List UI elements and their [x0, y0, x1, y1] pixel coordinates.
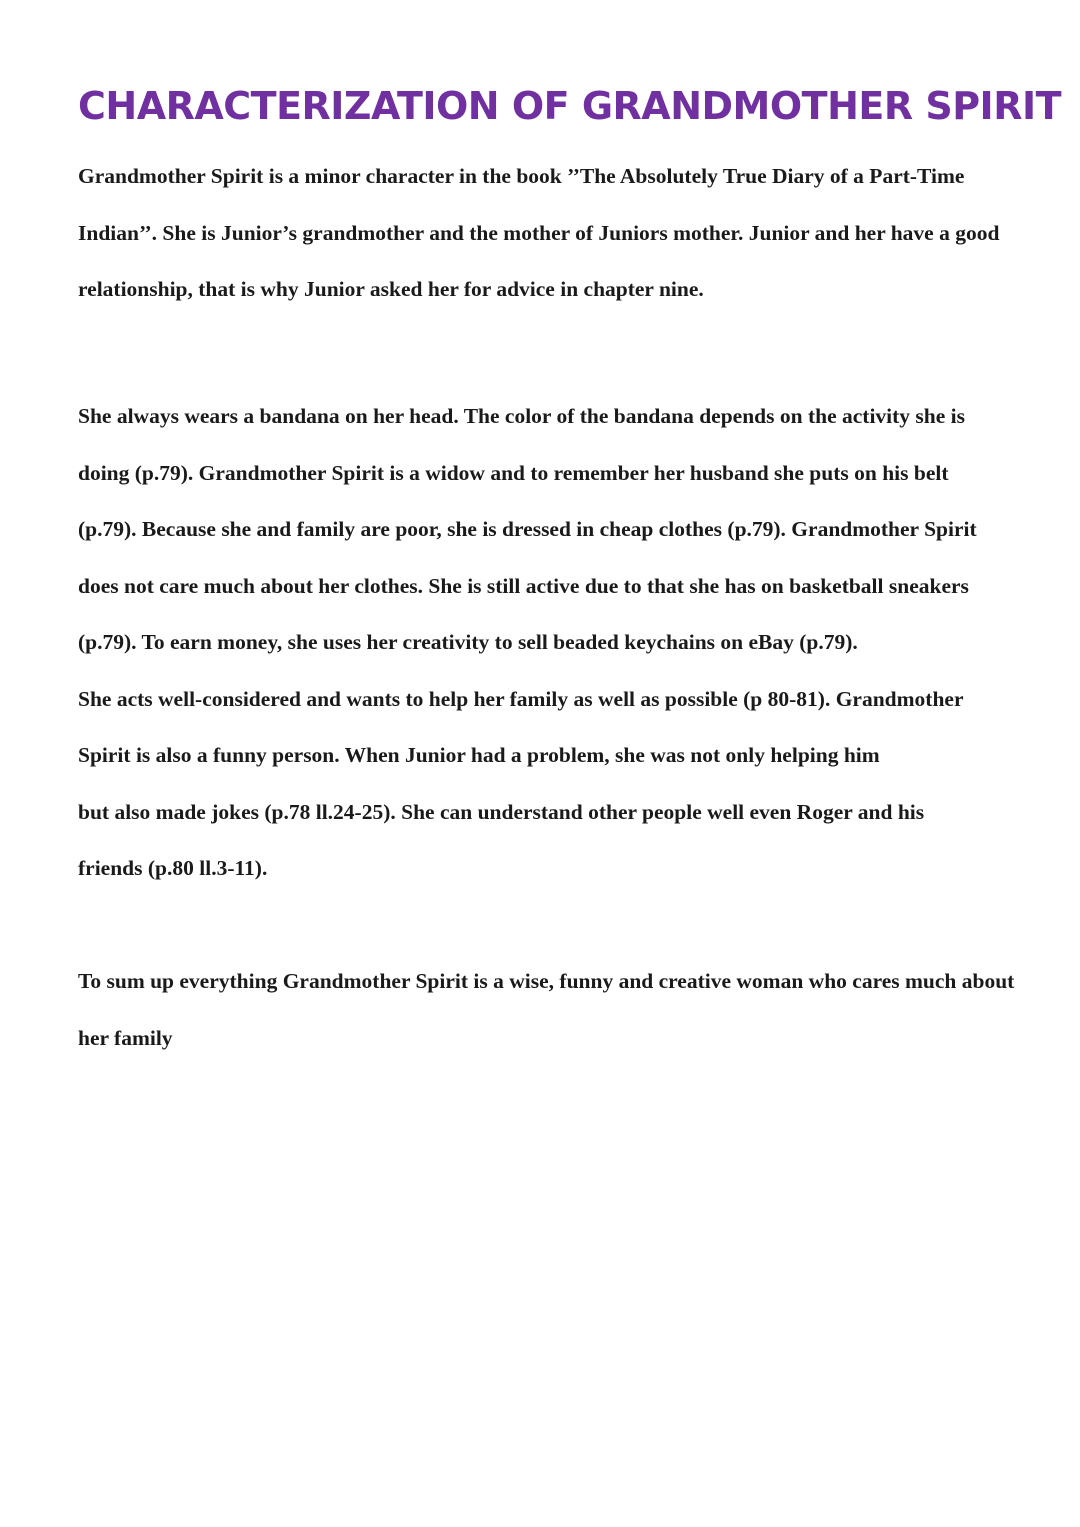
text-line: (p.79). To earn money, she uses her creativity to sell beaded keychains on eBay (p.79). [78, 630, 858, 654]
text-line: She acts well-considered and wants to help her family as well as possible (p 80-81). Grandmother [78, 686, 964, 711]
text-line: but also made jokes (p.78 ll.24-25). She can understand other people well even Roger and his [78, 799, 925, 824]
text-line: doing (p.79). Grandmother Spirit is a widow and to remember her husband she puts on his belt [78, 460, 949, 485]
text-line: Indian’’. She is Junior’s grandmother and the mother of Juniors mother. Junior and her have a good [78, 220, 1000, 245]
paragraph-introduction [78, 148, 1068, 318]
text-line: Grandmother Spirit is a minor character in the book ’’The Absolutely True Diary of a Part-Time [78, 164, 965, 188]
text-line: Spirit is also a funny person. When Junior had a problem, she was not only helping him [78, 743, 880, 767]
paragraph-conclusion [78, 953, 1068, 1066]
text-line: She always wears a bandana on her head. The color of the bandana depends on the activity she is [78, 404, 966, 428]
text-line: does not care much about her clothes. She is still active due to that she has on basketball sneakers [78, 573, 969, 598]
text-line: relationship, that is why Junior asked her for advice in chapter nine. [78, 277, 704, 301]
text-line: (p.79). Because she and family are poor, she is dressed in cheap clothes (p.79). Grandmother Spirit [78, 517, 977, 541]
text-line: her family [78, 1025, 173, 1050]
paragraph-description [78, 388, 1068, 897]
text-line: To sum up everything Grandmother Spirit is a wise, funny and creative woman who cares much about [78, 969, 1015, 993]
page-title: CHARACTERIZATION OF GRANDMOTHER SPIRIT [78, 84, 1062, 128]
text-line: friends (p.80 ll.3-11). [78, 856, 268, 880]
